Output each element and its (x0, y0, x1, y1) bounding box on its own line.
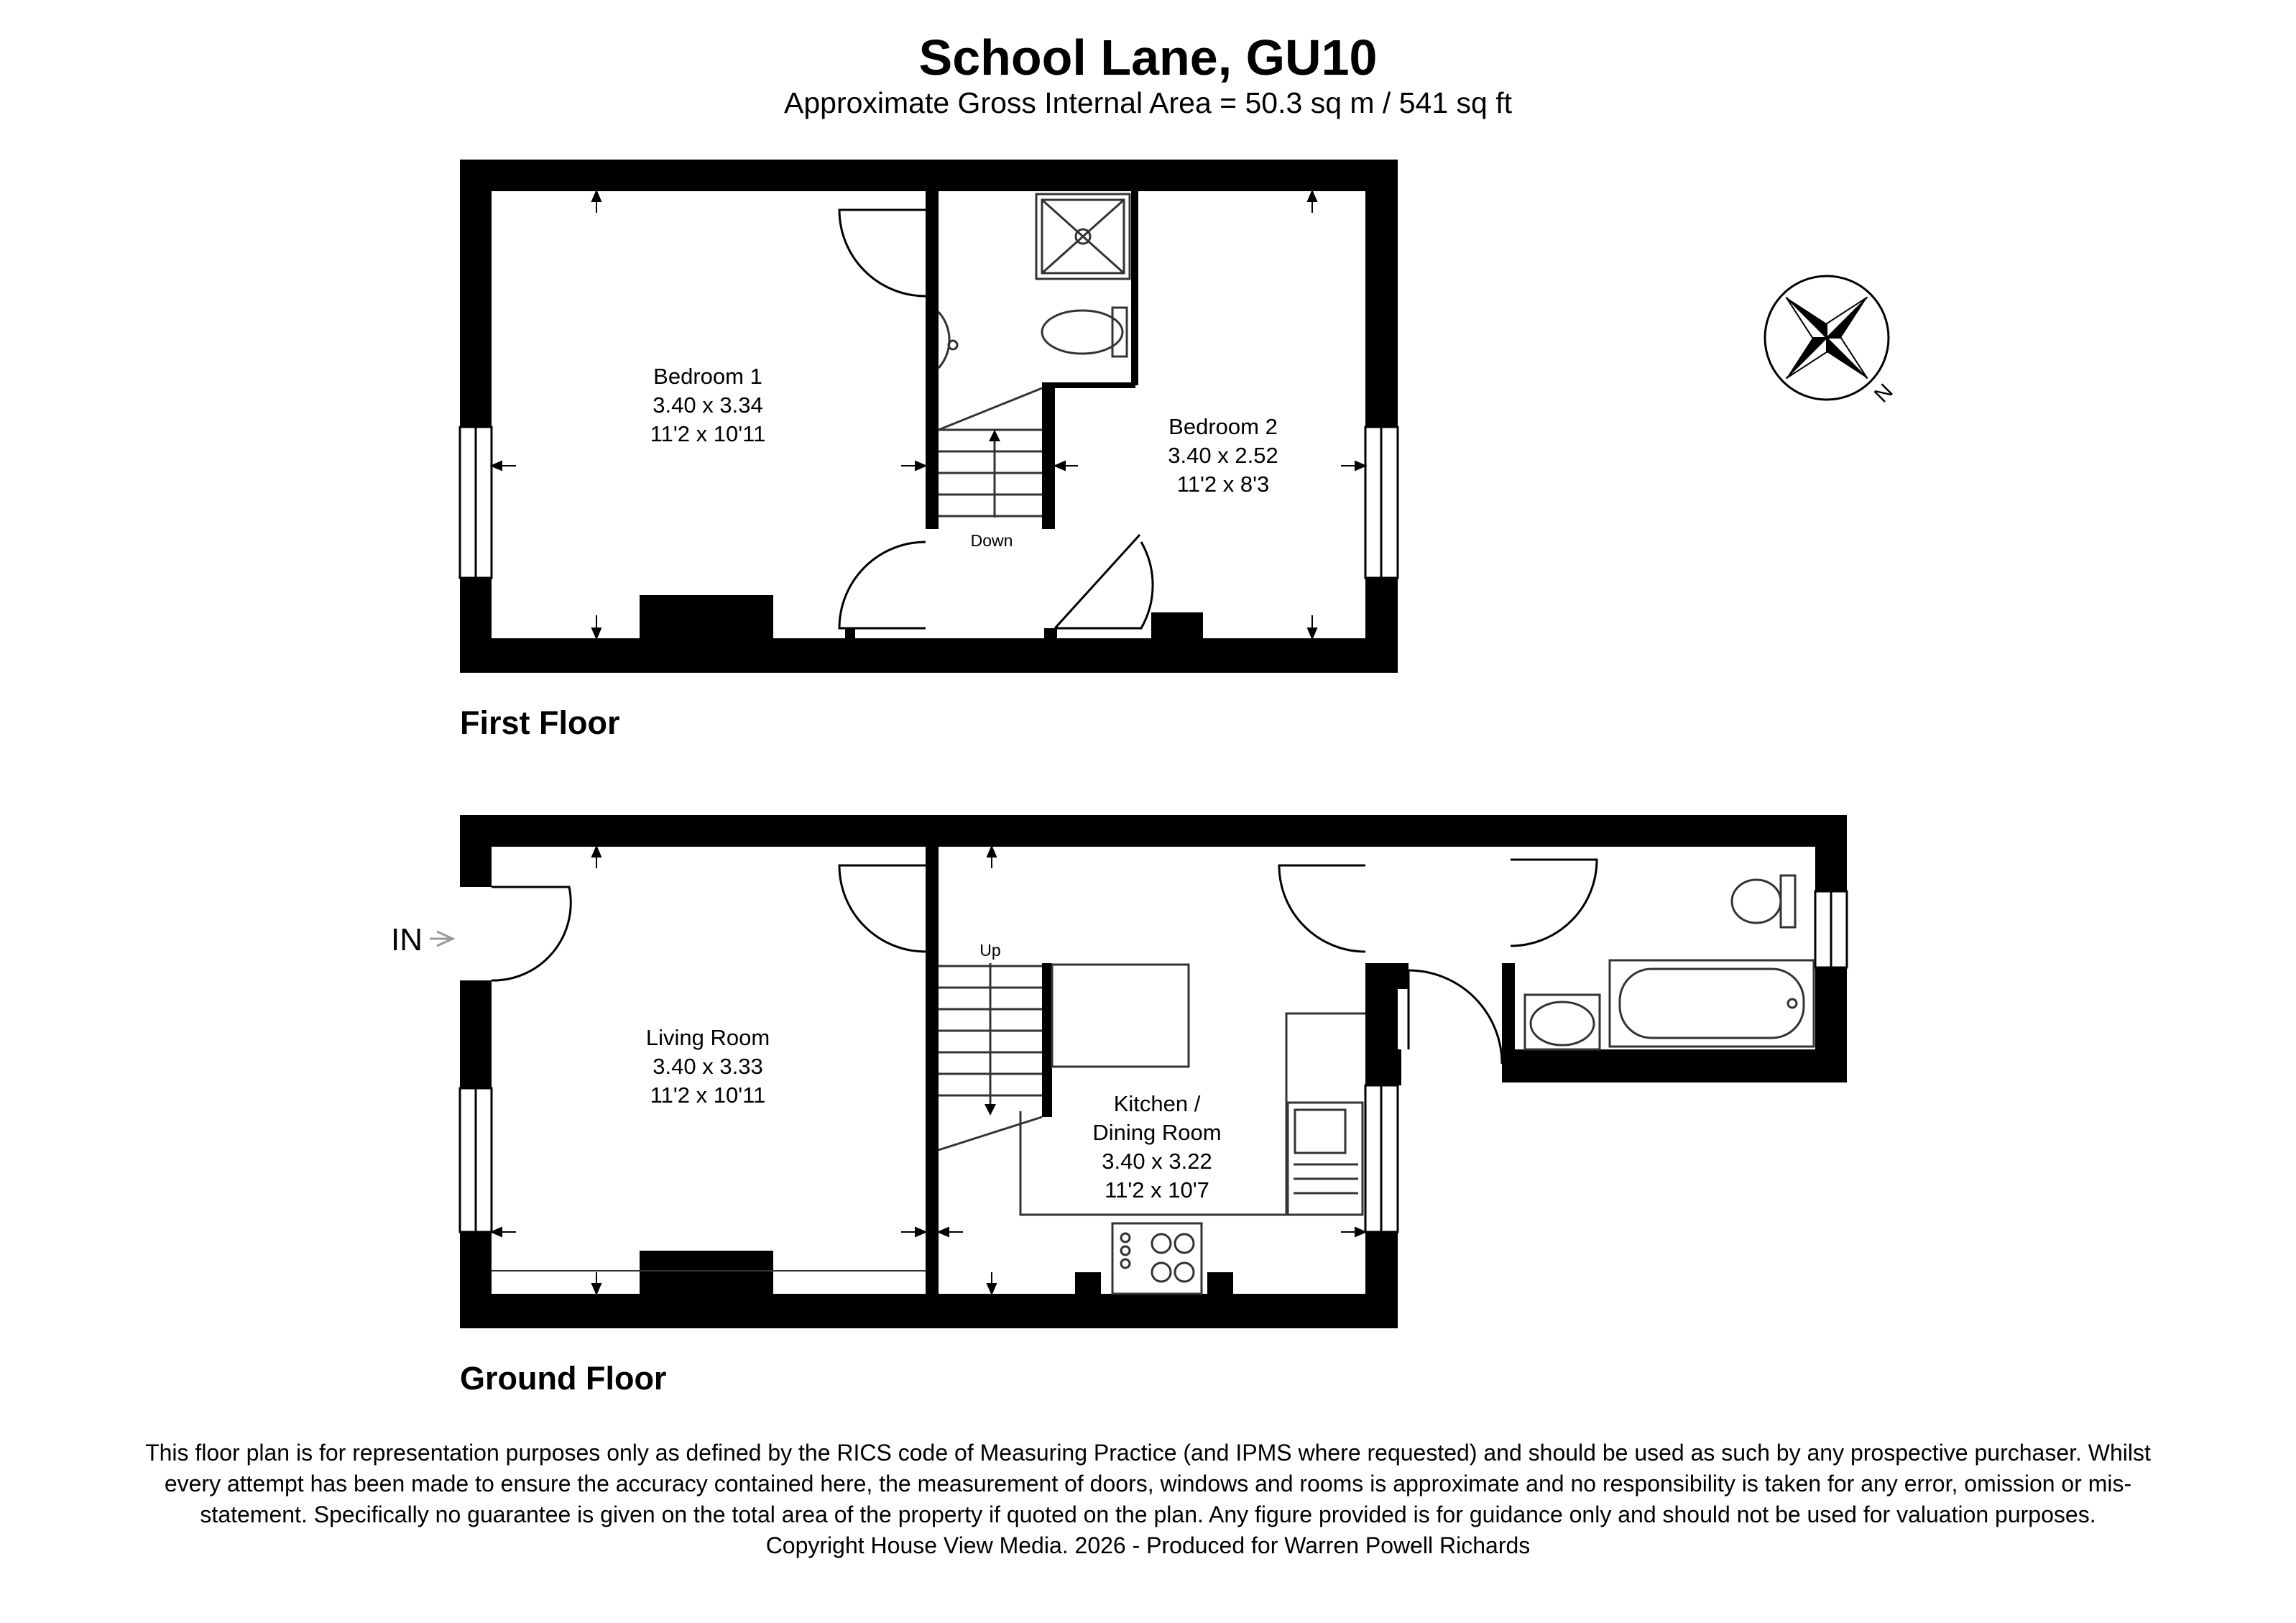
bedroom-2-metric: 3.40 x 2.52 (1168, 443, 1278, 468)
compass-rose-icon (1746, 257, 1908, 419)
kitchen-name-line1: Kitchen / (1113, 1091, 1201, 1116)
plan-subtitle: Approximate Gross Internal Area = 50.3 sq m / 541 sq ft (784, 86, 1512, 119)
wall (460, 160, 1398, 191)
stairs-up-label: Up (979, 941, 1001, 960)
disclaimer-text: This floor plan is for representation purposes only as defined by the RICS code of Measuring Practice (and IPMS where requested) and should be used as such by any prospective purchaser. Whilst every attempt has been made to ensure the accuracy contained here, the measurement of doors, windows and rooms is approximate and no responsibility is taken for any error, omission or mis-statement. Specifically no guarantee is given on the total area of the property if quoted on the plan. Any figure provided is for guidance only and should not be used for valuation purposes. (145, 1440, 2151, 1527)
kitchen-metric: 3.40 x 3.22 (1102, 1149, 1212, 1174)
compass-north-label: N (1869, 379, 1898, 408)
entrance-label: IN (391, 922, 423, 957)
kitchen-name-line2: Dining Room (1092, 1120, 1222, 1145)
bedroom-2-name: Bedroom 2 (1168, 414, 1278, 439)
first-floor-plan (460, 160, 1398, 673)
kitchen-imperial: 11'2 x 10'7 (1105, 1177, 1209, 1203)
bedroom-1-name: Bedroom 1 (653, 364, 762, 389)
living-room-name: Living Room (645, 1025, 770, 1050)
ground-floor-plan (391, 815, 1847, 1328)
bedroom-2-imperial: 11'2 x 8'3 (1176, 472, 1270, 497)
copyright-text: Copyright House View Media. 2026 - Produced for Warren Powell Richards (765, 1532, 1531, 1558)
ground-floor-label: Ground Floor (460, 1360, 667, 1397)
living-room-metric: 3.40 x 3.33 (653, 1054, 763, 1079)
disclaimer (144, 1438, 2152, 1561)
bedroom-1-metric: 3.40 x 3.34 (653, 392, 763, 418)
first-floor-label: First Floor (460, 704, 620, 741)
living-room-imperial: 11'2 x 10'11 (650, 1082, 766, 1108)
stairs-down-label: Down (970, 531, 1013, 550)
plan-title: School Lane, GU10 (918, 29, 1378, 86)
bedroom-1-imperial: 11'2 x 10'11 (650, 421, 766, 446)
